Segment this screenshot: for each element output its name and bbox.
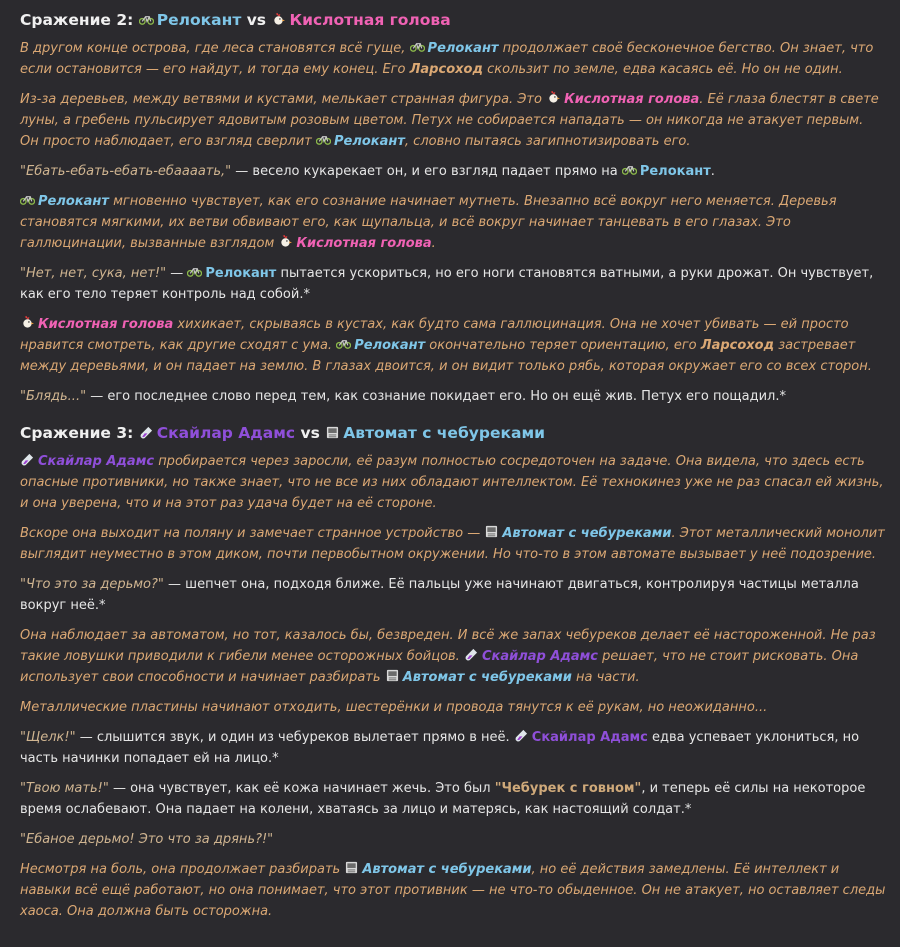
battle-2-title: Сражение 2: bbox=[20, 11, 134, 29]
fighter-relokant: Релокант bbox=[156, 11, 242, 29]
fighter-skylar: Скайлар Адамс bbox=[156, 424, 296, 442]
text: Она наблюдает за автоматом, но тот, казалось бы, безвреден. И всё же запах чебуреков делает её настороженной. Не раз такие ловушки приводили к гибели менее осторожных бойцов. bbox=[20, 628, 876, 664]
relokant-name: Релокант bbox=[334, 134, 405, 149]
text: пытается ускориться, но его ноги становятся ватными, а руки дрожат. Он чувствует, как его тело теряет контроль над собой.* bbox=[20, 266, 874, 302]
text: застревает между деревьями, и он падает на землю. В глазах двоится, и он видит только рябь, которая окружает его со всех сторон. bbox=[20, 338, 872, 374]
text: скользит по земле, едва касаясь её. Но он не один. bbox=[487, 62, 843, 77]
vending-machine-icon bbox=[484, 525, 499, 538]
battle-3-title: Сражение 3: bbox=[20, 424, 134, 442]
bicycle-icon bbox=[139, 13, 154, 26]
text: едва успевает уклониться, но часть начинки попадает ей на лицо.* bbox=[20, 730, 860, 766]
text: В другом конце острова, где леса становятся всё гуще, bbox=[20, 41, 406, 56]
paragraph bbox=[20, 314, 886, 377]
quote: "Что это за дерьмо?" bbox=[20, 577, 164, 592]
vending-machine-icon bbox=[344, 861, 359, 874]
text: . Этот металлический монолит выглядит неуместно в этом диком, почти первобытном окружении. Но что-то в этом автомате вызывает у неё подозрение. bbox=[20, 526, 885, 562]
skylar-name: Скайлар Адамс bbox=[38, 454, 155, 469]
quote: "Ебать-ебать-ебать-ебаааать," bbox=[20, 164, 232, 179]
text: Несмотря на боль, она продолжает разбирать bbox=[20, 862, 341, 877]
text: — слышится звук, и один из чебуреков вылетает прямо в неё. bbox=[79, 730, 510, 745]
test-tube-icon bbox=[514, 729, 529, 742]
vs-label: vs bbox=[246, 11, 267, 29]
paragraph bbox=[20, 859, 886, 922]
acid-head-name: Кислотная голова bbox=[564, 92, 700, 107]
paragraph bbox=[20, 727, 886, 769]
cheburek-machine-name: Автомат с чебуреками bbox=[402, 670, 572, 685]
paragraph bbox=[20, 451, 886, 514]
text: Вскоре она выходит на поляну и замечает странное устройство — bbox=[20, 526, 481, 541]
relokant-name: Релокант bbox=[639, 164, 711, 179]
fighter-cheburek-machine: Автомат с чебуреками bbox=[343, 424, 545, 442]
paragraph bbox=[20, 697, 886, 718]
text: хихикает, скрываясь в кустах, как будто сама галлюцинация. Она не хочет убивать — ей просто нравится смотреть, как другие сходят с ума. bbox=[20, 317, 849, 353]
text: — bbox=[170, 266, 184, 281]
paragraph bbox=[20, 625, 886, 688]
rooster-icon bbox=[271, 13, 286, 26]
acid-head-name: Кислотная голова bbox=[296, 236, 432, 251]
test-tube-icon bbox=[139, 426, 154, 439]
text: Металлические пластины начинают отходить, шестерёнки и провода тянутся к её рукам, но неожиданно... bbox=[20, 700, 768, 715]
quote: "Ебаное дерьмо! Это что за дрянь?!" bbox=[20, 832, 274, 847]
rooster-icon bbox=[546, 91, 561, 104]
bicycle-icon bbox=[336, 337, 351, 350]
text: решает, что не стоит рисковать. Она использует свои способности и начинает разбирать bbox=[20, 649, 859, 685]
text: — весело кукарекает он, и его взгляд падает прямо на bbox=[235, 164, 618, 179]
test-tube-icon bbox=[20, 453, 35, 466]
skylar-name: Скайлар Адамс bbox=[531, 730, 648, 745]
paragraph bbox=[20, 386, 886, 407]
bicycle-icon bbox=[410, 40, 425, 53]
text: — она чувствует, как её кожа начинает жечь. Это был bbox=[112, 781, 491, 796]
cheburek-name: "Чебурек с говном" bbox=[494, 781, 642, 796]
text: , но её действия замедлены. Её интеллект и навыки всё ещё работают, но она понимает, что этот противник — не что-то обыденное. Он не атакует, но оставляет следы хаоса. Она должна быть осторожна. bbox=[20, 862, 886, 919]
paragraph bbox=[20, 191, 886, 254]
fighter-acid-head: Кислотная голова bbox=[289, 11, 451, 29]
cheburek-machine-name: Автомат с чебуреками bbox=[502, 526, 672, 541]
paragraph bbox=[20, 778, 886, 820]
text: продолжает своё бесконечное бегство. Он знает, что если остановится — его найдут, и тогда ему конец. Его bbox=[20, 41, 874, 77]
quote: "Блядь..." bbox=[20, 389, 87, 404]
text: , словно пытаясь загипнотизировать его. bbox=[404, 134, 691, 149]
larsokhod-name: Ларсоход bbox=[409, 62, 483, 77]
text: на части. bbox=[576, 670, 640, 685]
vending-machine-icon bbox=[385, 669, 400, 682]
text: , и теперь её силы на некоторое время ослабевают. Она падает на колени, хватаясь за лицо и матерясь, как настоящий солдат.* bbox=[20, 781, 866, 817]
text: окончательно теряет ориентацию, его bbox=[429, 338, 697, 353]
bicycle-icon bbox=[20, 193, 35, 206]
relokant-name: Релокант bbox=[354, 338, 426, 353]
text: . bbox=[710, 164, 715, 179]
paragraph bbox=[20, 574, 886, 616]
battle-2-heading bbox=[20, 8, 886, 32]
test-tube-icon bbox=[464, 648, 479, 661]
paragraph bbox=[20, 523, 886, 565]
text: . Её глаза блестят в свете луны, а гребень пульсирует ядовитым розовым цветом. Петух не собирается нападать — он никогда не атакует первым. Он просто наблюдает, его взгляд сверлит bbox=[20, 92, 879, 149]
paragraph bbox=[20, 829, 886, 850]
cheburek-machine-name: Автомат с чебуреками bbox=[362, 862, 532, 877]
text: . bbox=[431, 236, 436, 251]
rooster-icon bbox=[20, 316, 35, 329]
bicycle-icon bbox=[316, 133, 331, 146]
battle-3-heading bbox=[20, 421, 886, 445]
acid-head-name: Кислотная голова bbox=[38, 317, 174, 332]
paragraph bbox=[20, 263, 886, 305]
paragraph bbox=[20, 89, 886, 152]
relokant-name: Релокант bbox=[427, 41, 499, 56]
text: пробирается через заросли, её разум полностью сосредоточен на задаче. Она видела, что здесь есть опасные противники, но также знает, что не все из них обладают интеллектом. Её технокинез уже не раз спасал ей жизнь, и она уверена, что и на этот раз удача будет на её стороне. bbox=[20, 454, 884, 511]
relokant-name: Релокант bbox=[205, 266, 277, 281]
vs-label: vs bbox=[300, 424, 320, 442]
text: — его последнее слово перед тем, как сознание покидает его. Но он ещё жив. Петух его пощадил.* bbox=[90, 389, 786, 404]
relokant-name: Релокант bbox=[38, 194, 109, 209]
text: — шепчет она, подходя ближе. Её пальцы уже начинают двигаться, контролируя частицы металла вокруг неё.* bbox=[20, 577, 859, 613]
vending-machine-icon bbox=[325, 426, 340, 439]
bicycle-icon bbox=[187, 265, 202, 278]
text: мгновенно чувствует, как его сознание начинает мутнеть. Внезапно всё вокруг него меняется. Деревья становятся мягкими, их ветви обвивают его, как щупальца, и всё вокруг начинает танцевать в его глазах. Это галлюцинации, вызванные взглядом bbox=[20, 194, 837, 251]
quote: "Твою мать!" bbox=[20, 781, 109, 796]
text: Из-за деревьев, между ветвями и кустами, мелькает странная фигура. Это bbox=[20, 92, 542, 107]
skylar-name: Скайлар Адамс bbox=[481, 649, 598, 664]
paragraph bbox=[20, 161, 886, 182]
quote: "Щелк!" bbox=[20, 730, 76, 745]
rooster-icon bbox=[278, 235, 293, 248]
paragraph bbox=[20, 38, 886, 80]
bicycle-icon bbox=[622, 163, 637, 176]
larsokhod-name: Ларсоход bbox=[700, 338, 775, 353]
quote: "Нет, нет, сука, нет!" bbox=[20, 266, 167, 281]
